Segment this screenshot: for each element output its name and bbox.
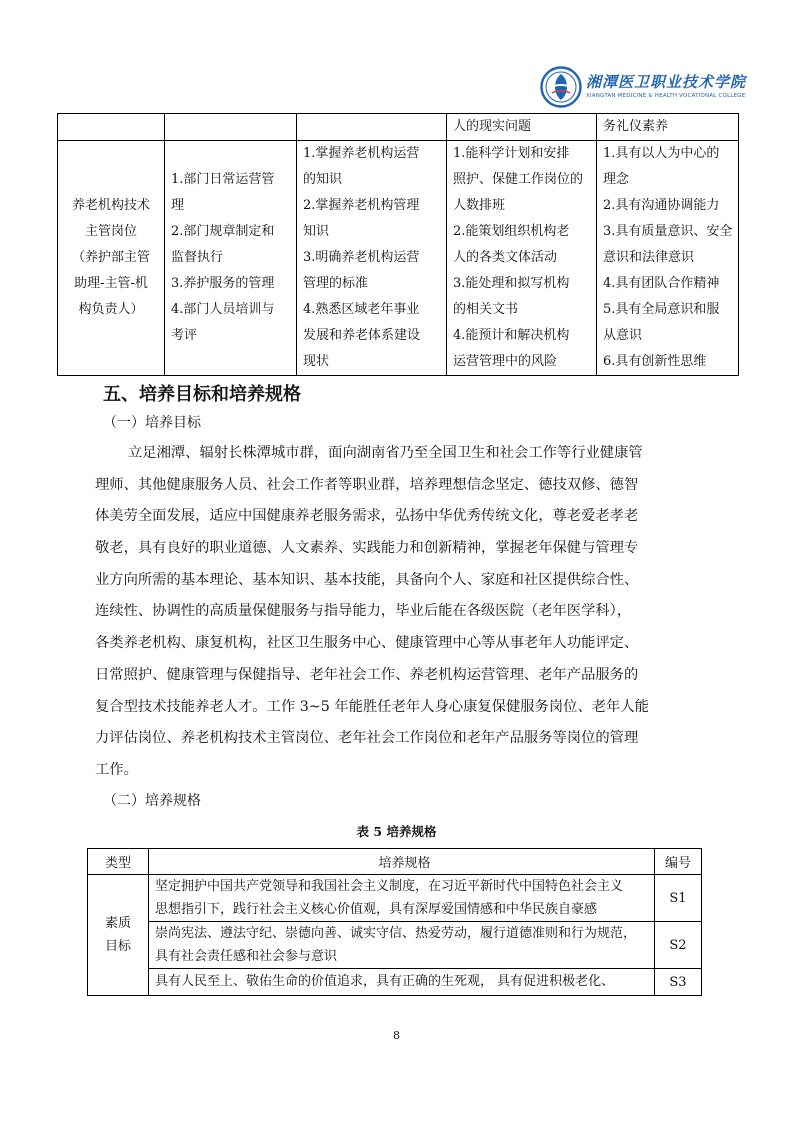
duties-cell: 1.部门日常运营管 理 2.部门规章制定和 监督执行 3.养护服务的管理 4.部门人员培训与 考评 (165, 141, 297, 376)
code-cell: S2 (655, 922, 702, 969)
page-number: 8 (393, 1029, 400, 1042)
table-row (88, 875, 702, 922)
ability-cell: 1.能科学计划和安排 照护、保健工作岗位的 人数排班 2.能策划组织机构老 人的各类文体活动 3.能处理和拟写机构 的相关文书 4.能预计和解决机构 运营管理中的风险 (447, 141, 597, 376)
position-name-cell: 养老机构技术 主管岗位 （养护部主管 助理-主管-机 构负责人） (58, 141, 165, 376)
table-row (58, 114, 739, 141)
category-cell: 素质 目标 (88, 875, 149, 996)
table-cell (165, 114, 297, 141)
table-row (58, 141, 739, 376)
table-row (88, 922, 702, 969)
college-logo (540, 66, 747, 110)
table-cell: 务礼仪素养 (597, 114, 739, 141)
spec-cell: 坚定拥护中国共产党领导和我国社会主义制度，在习近平新时代中国特色社会主义 思想指引下，践行社会主义核心价值观，具有深厚爱国情感和中华民族自豪感 (149, 875, 655, 922)
goal-paragraph: 立足湘潭、辐射长株潭城市群，面向湖南省乃至全国卫生和社会工作等行业健康管 理师、其他健康服务人员、社会工作者等职业群，培养理想信念坚定、德技双修、德智 体美劳全面发展，适应中国健康养老服务需求，弘扬中华优秀传统文化，尊老爱老孝老 敬老，具有良好的职业道德、人文素养、实践能力和创新精神，掌握老年保健与管理专 业方向所需的基本理论、基本知识、基本技能，具备向个人、家庭和社区提供综合性、 连续性、协调性的高质量保健服务与指导能力，毕业后能在各级医院（老年医学科）， 各类养老机构、康复机构，社区卫生服务中心、健康管理中心等从事老年人功能评定、 日常照护、健康管理与保健指导、老年社会工作、养老机构运营管理、老年产品服务的 复合型技术技能养老人才。工作 3~5 年能胜任老年人身心康复保健服务岗位、老年人能 力评估岗位、养老机构技术主管岗位、老年社会工作岗位和老年产品服务等岗位的管理 工作。 (95, 445, 649, 778)
table-cell (58, 114, 165, 141)
table-caption: 表 5 培养规格 (356, 824, 437, 839)
subsection-title-goal: （一）培养目标 (103, 415, 201, 431)
code-cell: S1 (655, 875, 702, 922)
college-emblem-icon (540, 66, 582, 108)
table-cell: 人的现实问题 (447, 114, 597, 141)
code-cell: S3 (655, 969, 702, 996)
spec-cell: 具有人民至上、敬佑生命的价值追求，具有正确的生死观， 具有促进积极老化、 (149, 969, 655, 996)
training-spec-table (87, 848, 702, 996)
column-header-code: 编号 (655, 849, 702, 875)
logo-chinese-name: 湘潭医卫职业技术学院 (586, 73, 747, 91)
job-position-table (57, 113, 739, 376)
column-header-spec: 培养规格 (149, 849, 655, 875)
quality-cell: 1.具有以人为中心的 理念 2.具有沟通协调能力 3.具有质量意识、安全 意识和法律意识 4.具有团队合作精神 5.具有全局意识和服 从意识 6.具有创新性思维 (597, 141, 739, 376)
table-header-row (88, 849, 702, 875)
table-row (88, 969, 702, 996)
logo-english-name: XIANGTAN MEDICINE & HEALTH VOCATIONAL COLLEGE (586, 93, 746, 99)
table-cell (297, 114, 447, 141)
knowledge-cell: 1.掌握养老机构运营 的知识 2.掌握养老机构管理 知识 3.明确养老机构运营 管理的标准 4.熟悉区域老年事业 发展和养老体系建设 现状 (297, 141, 447, 376)
spec-cell: 崇尚宪法、遵法守纪、崇德向善、诚实守信、热爱劳动，履行道德准则和行为规范， 具有社会责任感和社会参与意识 (149, 922, 655, 969)
section-title: 五、培养目标和培养规格 (103, 384, 301, 405)
column-header-type: 类型 (88, 849, 149, 875)
subsection-title-spec: （二）培养规格 (103, 793, 201, 809)
